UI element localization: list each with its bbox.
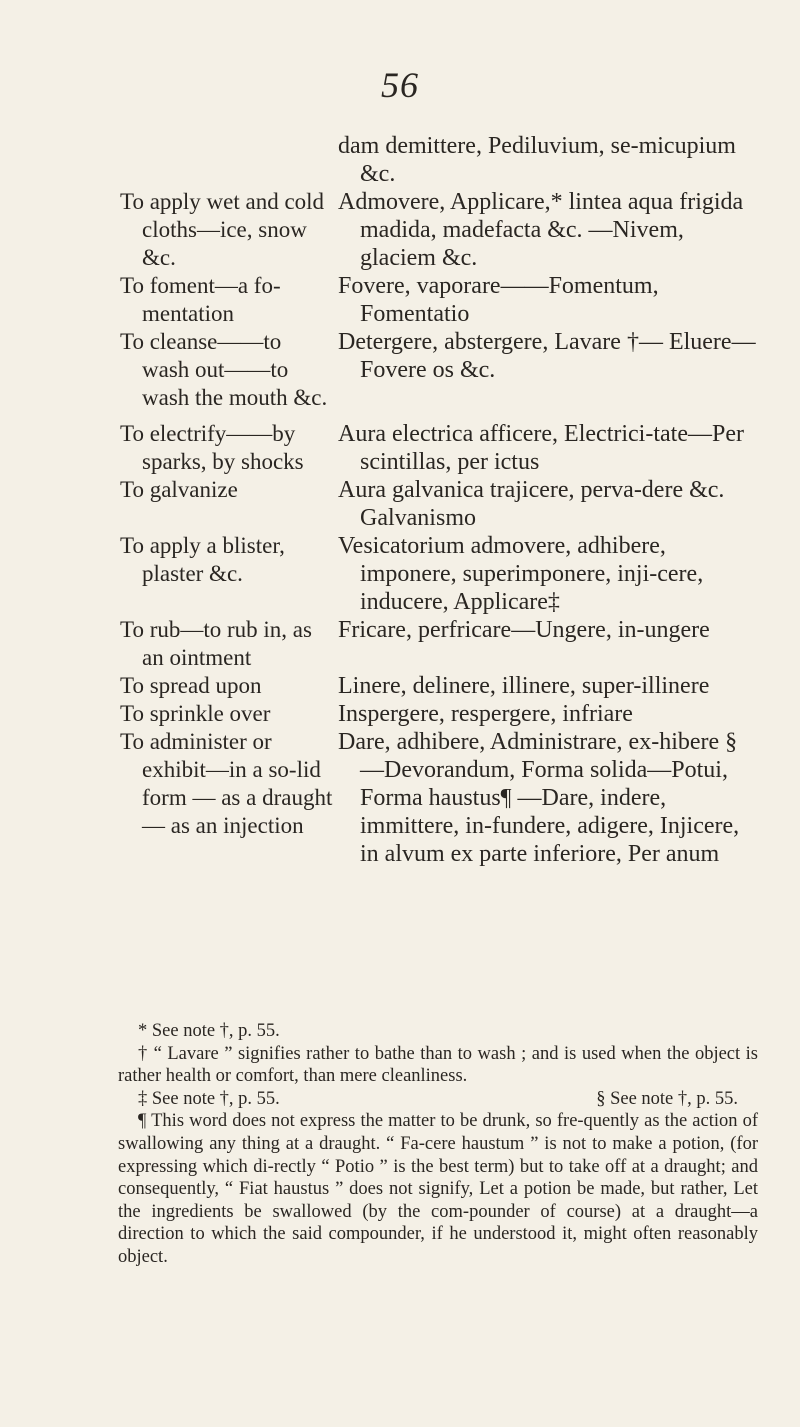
entry-row	[120, 616, 760, 672]
english-term: To electrify——by sparks, by shocks	[120, 421, 304, 474]
footnote-star: * See note †, p. 55.	[138, 1021, 280, 1041]
english-term: To sprinkle over	[120, 701, 271, 726]
latin-term: Fovere, vaporare——Fomentum, Fomentatio	[338, 273, 659, 327]
footnote-pilcrow: ¶ This word does not express the matter to be drunk, so fre-quently as the action of swallowing any thing at a draught. “ Fa-cere haustum ” is not to make a potion, (for expressing which di-rectly “ Potio ” is the best term) but to take off at a draught; and consequently, “ Fiat haustus ” does not signify, Let a potion be made, but rather, Let the ingredients be swallowed (by the com-pounder of course) at a draught—a direction to which the said compounder, if he understood it, might often reasonably object.	[118, 1111, 758, 1267]
entry-row	[120, 132, 760, 188]
footnote-section: § See note †, p. 55.	[596, 1088, 738, 1109]
entry-row	[120, 728, 760, 868]
footnotes	[118, 1020, 758, 1269]
entry-row	[120, 188, 760, 272]
footnote-dagger: † “ Lavare ” signifies rather to bathe than to wash ; and is used when the object is rather health or comfort, than mere cleanliness.	[118, 1043, 758, 1087]
english-term: To administer or exhibit—in a so-lid form — as a draught — as an injection	[120, 729, 333, 838]
footnote-row	[118, 1088, 758, 1111]
entry-row	[120, 532, 760, 616]
latin-term: Linere, delinere, illinere, super-illinere	[338, 673, 710, 699]
latin-term: Vesicatorium admovere, adhibere, imponere, superimponere, inji-cere, inducere, Applicare‡	[338, 533, 704, 615]
english-term: To apply a blister, plaster &c.	[120, 533, 285, 586]
entry-row	[120, 328, 760, 412]
english-term: To apply wet and cold cloths—ice, snow &c.	[120, 189, 325, 270]
english-term: To galvanize	[120, 477, 238, 502]
entry-row	[120, 476, 760, 532]
page-number: 56	[381, 65, 419, 105]
latin-term: Admovere, Applicare,* lintea aqua frigida madida, madefacta &c. —Nivem, glaciem &c.	[338, 189, 744, 271]
english-term: To spread upon	[120, 673, 262, 698]
latin-term: Aura galvanica trajicere, perva-dere &c. Galvanismo	[338, 477, 725, 531]
latin-term: dam demittere, Pediluvium, se-micupium &c.	[338, 133, 736, 187]
entry-row	[120, 672, 760, 700]
latin-term: Fricare, perfricare—Ungere, in-ungere	[338, 617, 710, 643]
english-term: To cleanse——to wash out——to wash the mouth &c.	[120, 329, 328, 410]
english-term: To rub—to rub in, as an ointment	[120, 617, 312, 670]
latin-term: Dare, adhibere, Administrare, ex-hibere §—Devorandum, Forma solida—Potui, Forma haustus¶ —Dare, indere, immittere, in-fundere, adigere, Injicere, in alvum ex parte inferiore, Per anum	[338, 729, 740, 867]
vocabulary-entries	[120, 132, 760, 868]
entry-row	[120, 700, 760, 728]
latin-term: Aura electrica afficere, Electrici-tate—Per scintillas, per ictus	[338, 421, 744, 475]
english-term: To foment—a fo-mentation	[120, 273, 281, 326]
footnote-double-dagger: ‡ See note †, p. 55.	[138, 1088, 280, 1109]
entry-row	[120, 420, 760, 476]
entry-row	[120, 272, 760, 328]
latin-term: Detergere, abstergere, Lavare †— Eluere—Fovere os &c.	[338, 329, 756, 383]
latin-term: Inspergere, respergere, infriare	[338, 701, 633, 727]
